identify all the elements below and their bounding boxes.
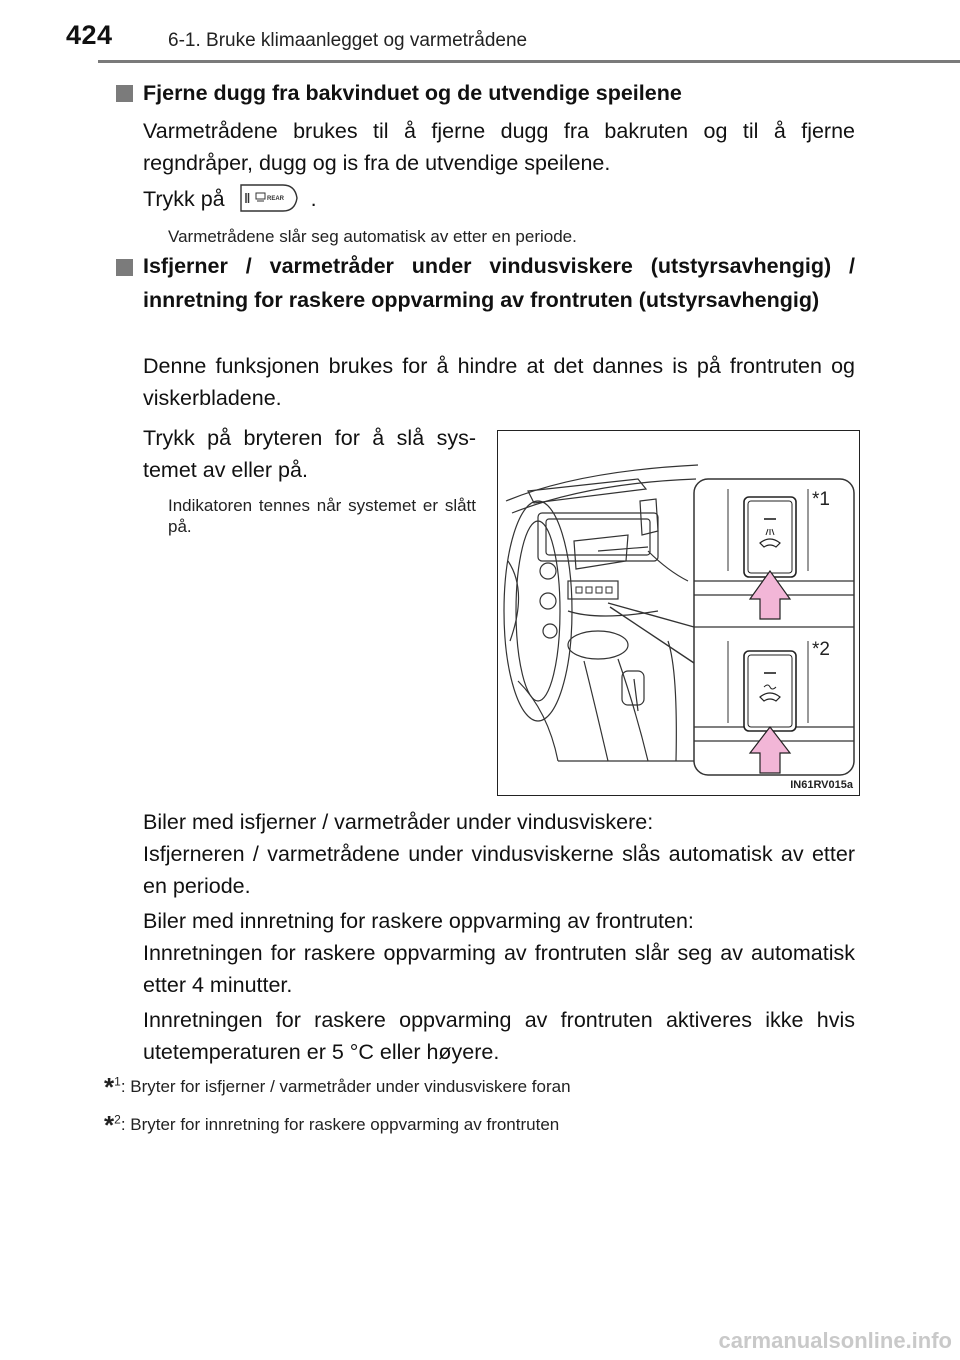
section2-heading: Isfjerner / varmetråder under vindusviskere (utstyrsavhengig) / innretning for raskere oppvarming av frontruten (utstyrsavhengig) bbox=[143, 254, 855, 312]
para-b-line2: Innretningen for raskere oppvarming av frontruten slår seg av automatisk etter 4 minutter. bbox=[143, 941, 855, 997]
para-a-line2: Isfjerneren / varmetrådene under vindusviskerne slås automatisk av etter en periode. bbox=[143, 842, 855, 898]
section1-note: Varmetrådene slår seg automatisk av etter en periode. bbox=[168, 227, 577, 246]
para-b-line1: Biler med innretning for raskere oppvarming av frontruten: bbox=[143, 909, 694, 933]
press-prefix: Trykk på bbox=[143, 187, 225, 211]
page-header bbox=[0, 0, 960, 64]
watermark: carmanualsonline.info bbox=[718, 1328, 952, 1353]
footnote-1: *$^1$: Bryter for isfjerner / varmetråder under vindusviskere foran bbox=[104, 1072, 571, 1102]
windshield-heater-switch-icon bbox=[744, 651, 796, 731]
rear-defogger-button-icon bbox=[237, 183, 299, 213]
chapter-title: 6-1. Bruke klimaanlegget og varmetrådene bbox=[168, 30, 528, 51]
section-bullet-icon bbox=[116, 259, 133, 276]
section1-body: Varmetrådene brukes til å fjerne dugg fra bakruten og til å fjerne regndråper, dugg og is fra de utvendige speilene. bbox=[143, 119, 855, 175]
indicator-note: Indikatoren tennes når systemet er slått på. bbox=[168, 496, 476, 536]
header-rule bbox=[98, 60, 960, 63]
svg-text:REAR: REAR bbox=[266, 196, 284, 203]
figure-label-1: *1 bbox=[812, 489, 830, 510]
front-defroster-switch-icon bbox=[744, 497, 796, 577]
figure-label-2: *2 bbox=[812, 639, 830, 660]
page-number: 424 bbox=[66, 20, 113, 50]
section-bullet-icon bbox=[116, 85, 133, 102]
section2-press-text: Trykk på bryteren for å slå systemet av eller på. bbox=[143, 426, 476, 482]
dashboard-drawing bbox=[498, 431, 860, 796]
section2-body: Denne funksjonen brukes for å hindre at det dannes is på frontruten og viskerbladene. bbox=[143, 354, 855, 410]
para-c: Innretningen for raskere oppvarming av frontruten aktiveres ikke hvis utetemperaturen er 5 °C eller høyere. bbox=[143, 1008, 855, 1064]
footnote-2: *$^2$: Bryter for innretning for raskere oppvarming av frontruten bbox=[104, 1110, 560, 1140]
section1-heading: Fjerne dugg fra bakvinduet og de utvendige speilene bbox=[143, 81, 682, 105]
dashboard-illustration bbox=[497, 430, 860, 796]
figure-code: IN61RV015a bbox=[790, 779, 853, 791]
press-suffix: . bbox=[310, 187, 317, 211]
para-a-line1: Biler med isfjerner / varmetråder under vindusviskere: bbox=[143, 810, 654, 834]
section1-press-line bbox=[143, 183, 855, 215]
